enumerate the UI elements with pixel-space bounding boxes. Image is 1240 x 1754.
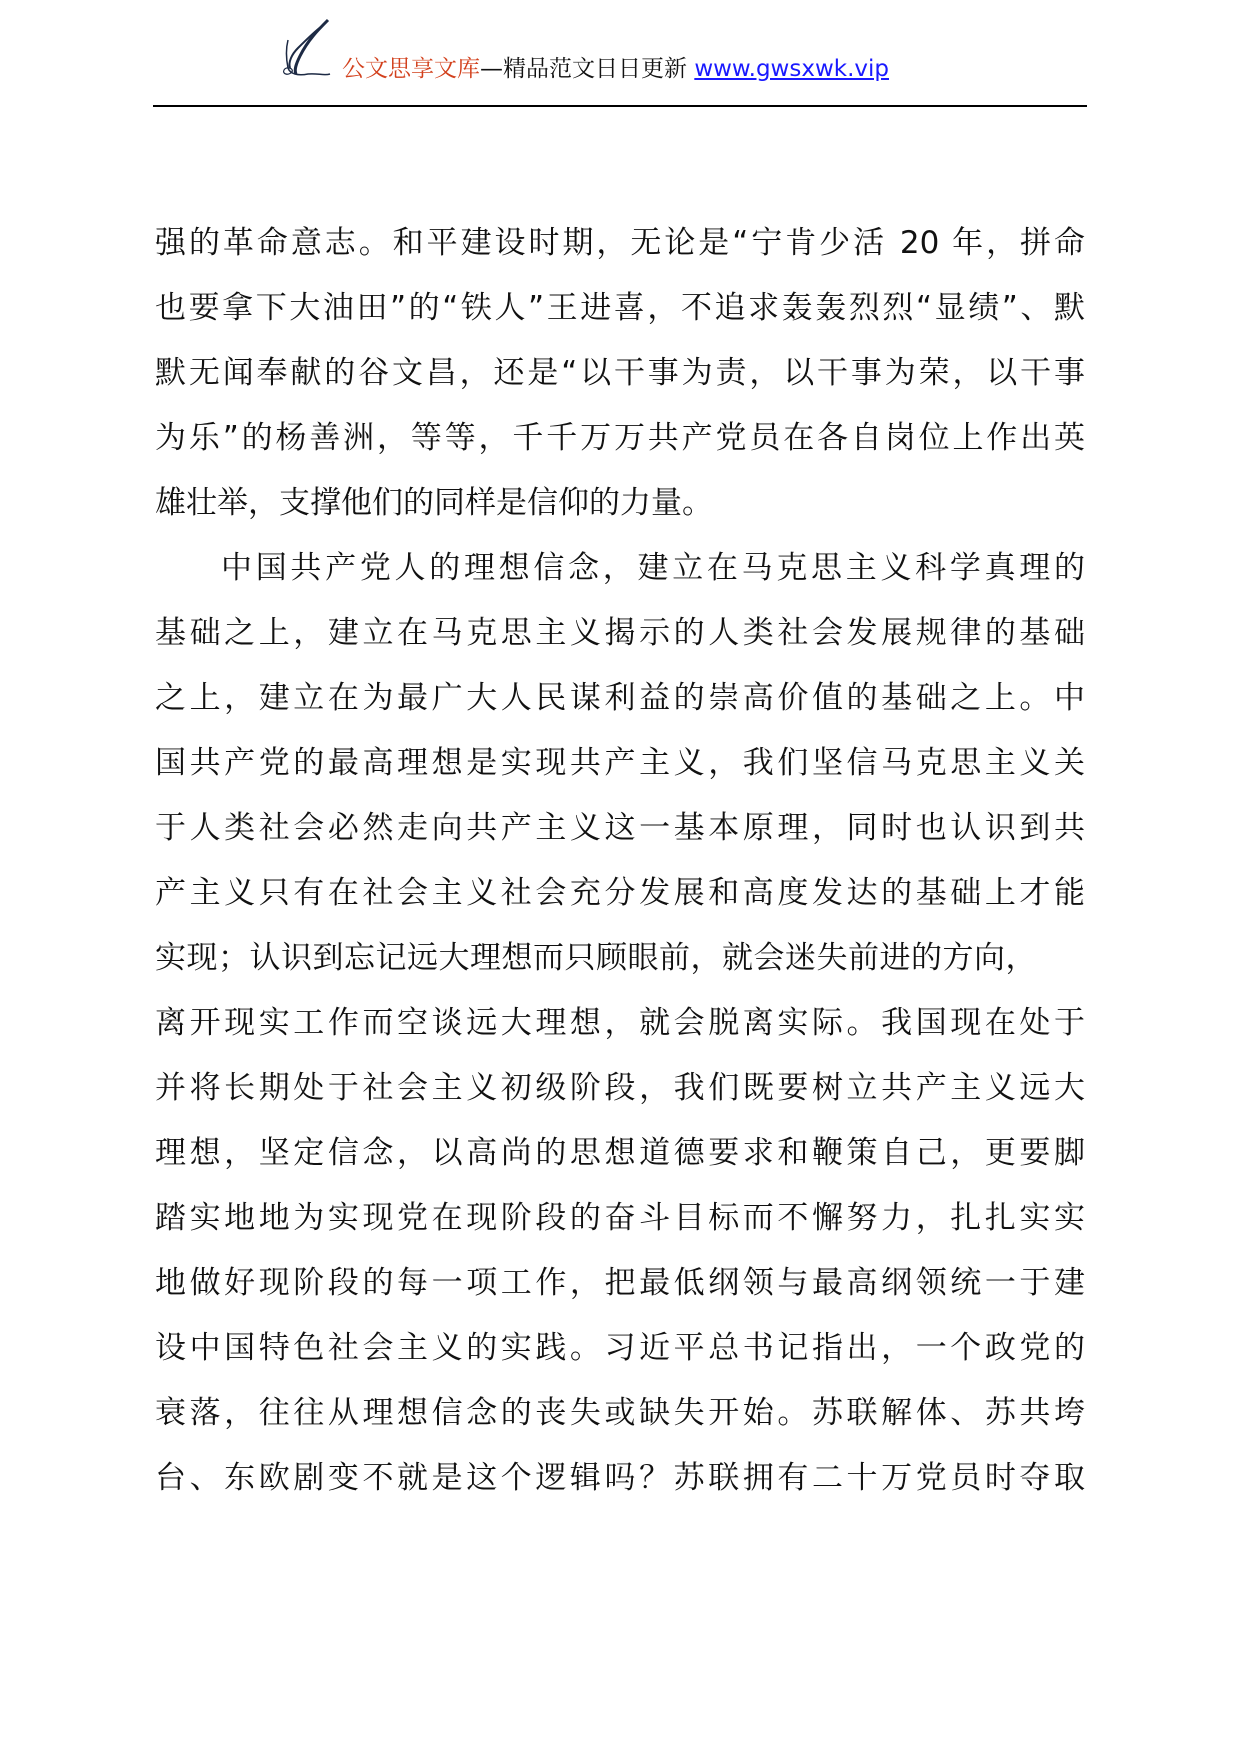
text-line: 也要拿下大油田”的“铁人”王进喜，不追求轰轰烈烈“显绩”、默 [155,290,1085,326]
text-line: 于人类社会必然走向共产主义这一基本原理，同时也认识到共 [155,810,1085,846]
text-line: 踏实地地为实现党在现阶段的奋斗目标而不懈努力，扎扎实实 [155,1200,1085,1236]
paragraph [155,220,1085,545]
text-line: 为乐”的杨善洲，等等，千千万万共产党员在各自岗位上作出英 [155,420,1085,456]
text-line: 雄壮举，支撑他们的同样是信仰的力量。 [155,485,713,521]
text-line: 产主义只有在社会主义社会充分发展和高度发达的基础上才能 [155,875,1085,911]
text-line: 强的革命意志。和平建设时期，无论是“宁肯少活 20 年，拼命 [155,225,1085,261]
text-line: 基础之上，建立在马克思主义揭示的人类社会发展规律的基础 [155,615,1085,651]
site-link[interactable]: www.gwsxwk.vip [694,56,889,82]
document-body [155,220,1085,1520]
paragraph [155,545,1085,1520]
page-header [0,18,1240,88]
header-text [342,50,889,83]
text-line: 并将长期处于社会主义初级阶段，我们既要树立共产主义远大 [155,1070,1085,1106]
text-line: 国共产党的最高理想是实现共产主义，我们坚信马克思主义关 [155,745,1085,781]
quill-logo-icon [278,18,338,80]
text-line: 理想，坚定信念，以高尚的思想道德要求和鞭策自己，更要脚 [155,1135,1085,1171]
header-tagline: —精品范文日日更新 [480,56,695,82]
text-line: 之上，建立在为最广大人民谋利益的崇高价值的基础之上。中 [155,680,1085,716]
text-line: 衰落，往往从理想信念的丧失或缺失开始。苏联解体、苏共垮 [155,1395,1085,1431]
text-line: 默无闻奉献的谷文昌，还是“以干事为责，以干事为荣，以干事 [155,355,1085,391]
text-line: 台、东欧剧变不就是这个逻辑吗？苏联拥有二十万党员时夺取 [155,1460,1085,1496]
header-divider [153,105,1087,107]
text-line: 实现；认识到忘记远大理想而只顾眼前，就会迷失前进的方向， [155,940,1037,976]
text-line: 离开现实工作而空谈远大理想，就会脱离实际。我国现在处于 [155,1005,1085,1041]
text-line: 中国共产党人的理想信念，建立在马克思主义科学真理的 [221,550,1085,586]
text-line: 地做好现阶段的每一项工作，把最低纲领与最高纲领统一于建 [155,1265,1085,1301]
brand-name: 公文思享文库 [342,56,480,82]
text-line: 设中国特色社会主义的实践。习近平总书记指出，一个政党的 [155,1330,1085,1366]
